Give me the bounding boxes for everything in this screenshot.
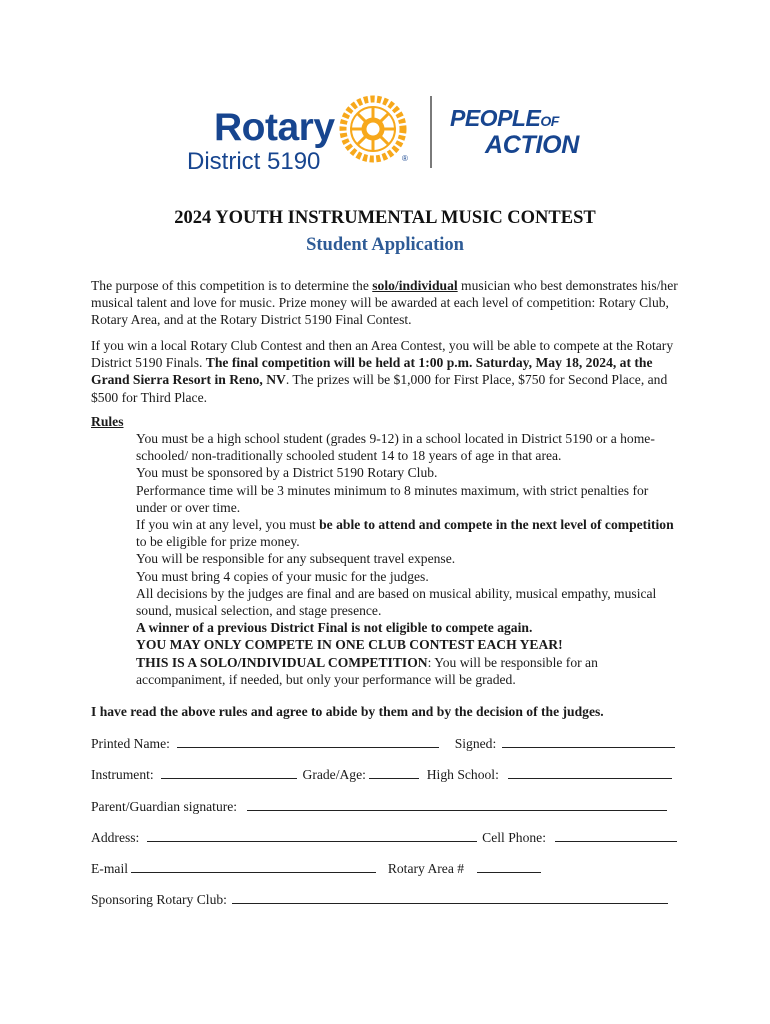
email-field[interactable] [131,860,376,873]
instrument-label: Instrument: [91,767,154,782]
rules-heading: Rules [91,414,124,429]
signed-label: Signed: [454,736,497,751]
rule-bold: A winner of a previous District Final is not eligible to compete again. [136,620,533,636]
poa-people: PEOPLE [450,105,541,131]
intro-text: The purpose of this competition is to determine the [91,278,373,293]
form-row-email [91,860,676,877]
district-label: District 5190 [187,148,321,175]
rule-bold: YOU MAY ONLY COMPETE IN ONE CLUB CONTEST EACH YEAR! [136,637,563,653]
rule-item [136,619,676,636]
header-logo [180,92,600,188]
people-of-action-logo [450,106,600,157]
intro-text: . The prizes will be $1,000 for First Place, $750 for Second Place, and $500 for Third Place. [91,372,668,405]
rule-item: You must bring 4 copies of your music for the judges. [136,568,429,584]
solo-emphasis: solo/individual [372,278,458,293]
page-title: 2024 YOUTH INSTRUMENTAL MUSIC CONTEST [174,208,596,228]
email-label: E-mail [91,861,128,876]
intro-text: musician who best demonstrates his/her musical talent and love for music. Prize money will be awarded at each level of competition: Rotary Club, Rotary Area, and at the Rotary District 5190 Final Contest. [91,278,678,328]
form-row-instrument [91,766,676,783]
logo-divider [430,96,432,168]
intro-paragraph-1 [91,277,683,329]
rule-item: You must be sponsored by a District 5190 Rotary Club. [136,465,438,481]
rule-text: to be eligible for prize money. [136,534,300,550]
printed-name-label: Printed Name: [91,736,170,751]
page-subtitle: Student Application [306,235,464,255]
rotary-area-label: Rotary Area # [387,861,465,876]
parent-signature-label: Parent/Guardian signature: [91,799,238,814]
high-school-label: High School: [426,767,499,782]
form-row-club [91,891,676,908]
address-label: Address: [91,830,140,845]
rule-item [136,636,676,653]
rotary-area-field[interactable] [477,860,541,873]
rotary-wordmark: Rotary [214,106,335,149]
form-row-address [91,829,676,846]
printed-name-field[interactable] [177,735,439,748]
grade-age-field[interactable] [369,766,419,779]
poa-of: OF [540,113,559,129]
rule-bold: THIS IS A SOLO/INDIVIDUAL COMPETITION [136,654,428,670]
rotary-wheel-icon [338,94,408,164]
form-row-name [91,735,676,752]
rule-item: All decisions by the judges are final and are based on musical ability, musical empathy, musical sound, musical selection, and stage presence. [136,585,657,619]
form-row-parent [91,798,676,815]
intro-paragraph-2 [91,337,683,406]
instrument-field[interactable] [161,766,297,779]
rule-item: You will be responsible for any subsequent travel expense. [136,551,456,567]
rule-bold: be able to attend and compete in the next level of competition [319,517,674,533]
poa-action: ACTION [485,131,580,159]
high-school-field[interactable] [508,766,672,779]
rules-list [136,430,676,688]
rule-text: If you win at any level, you must [136,517,320,533]
rule-item: Performance time will be 3 minutes minimum to 8 minutes maximum, with strict penalties for under or over time. [136,482,649,515]
agreement-statement: I have read the above rules and agree to abide by them and by the decision of the judges. [91,704,604,719]
grade-age-label: Grade/Age: [302,767,366,782]
final-details: The final competition will be held at 1:00 p.m. Saturday, May 18, 2024, at the Grand Sierra Resort in Reno, NV [91,355,653,388]
sponsoring-club-label: Sponsoring Rotary Club: [91,892,227,907]
rule-item: You must be a high school student (grades 9-12) in a school located in District 5190 or a home-schooled/ non-traditionally schooled student 14 to 18 years of age in that area. [136,431,655,464]
registered-mark: ® [402,154,408,163]
rule-item [136,654,676,688]
rule-text: : You will be responsible for an accompaniment, if needed, but only your performance will be graded. [136,654,598,687]
rule-item [136,516,676,550]
cell-phone-label: Cell Phone: [482,830,546,845]
address-field[interactable] [147,829,477,842]
parent-signature-field[interactable] [247,798,667,811]
signature-field[interactable] [502,735,675,748]
cell-phone-field[interactable] [555,829,677,842]
sponsoring-club-field[interactable] [232,891,668,904]
intro-text: If you win a local Rotary Club Contest and then an Area Contest, you will be able to compete at the Rotary District 5190 Finals. [91,338,674,371]
